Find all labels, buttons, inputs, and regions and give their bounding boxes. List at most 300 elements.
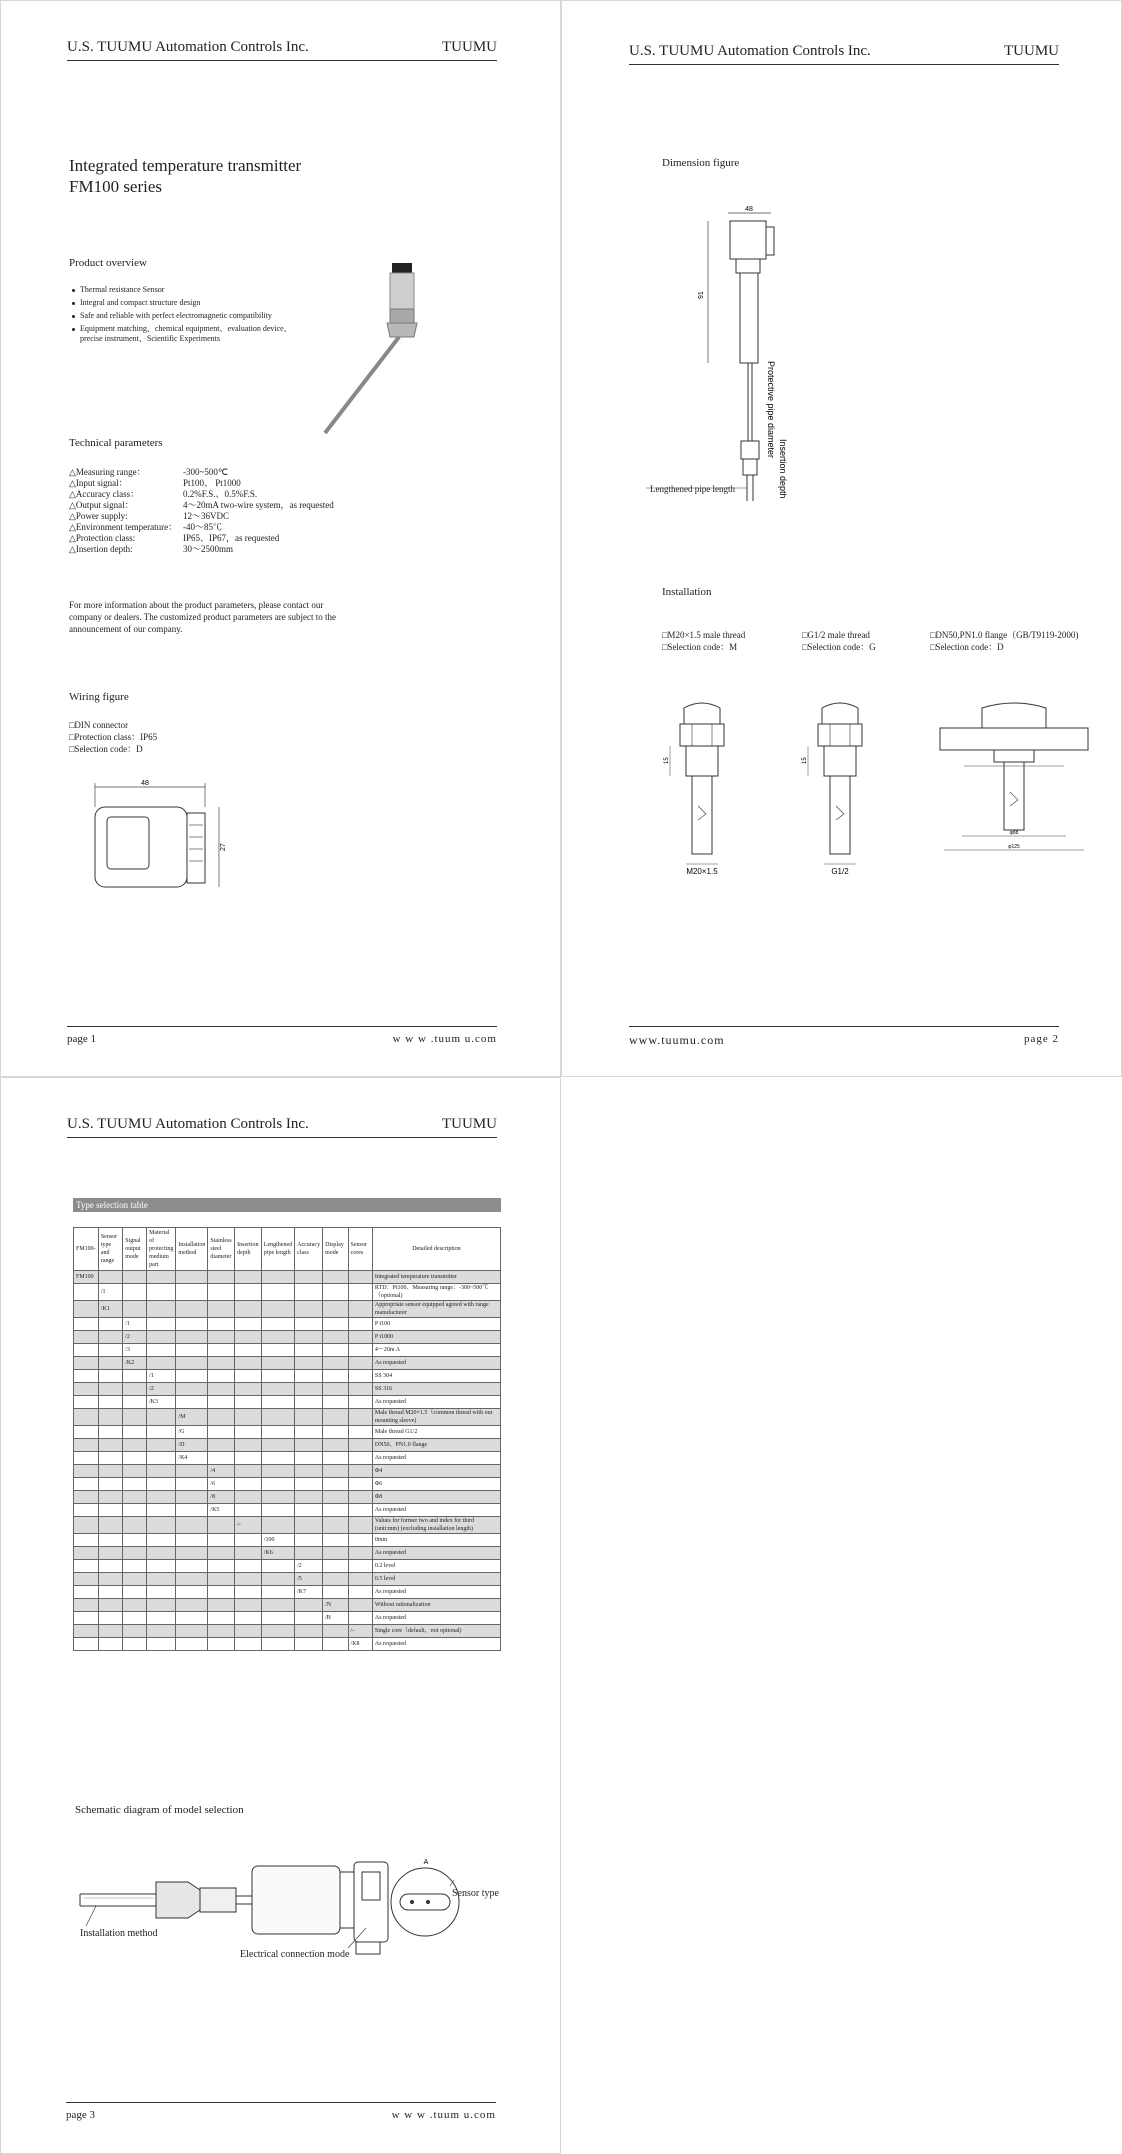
table-row — [74, 1638, 501, 1651]
table-cell — [261, 1452, 294, 1465]
table-desc-cell: As requested — [372, 1452, 500, 1465]
list-item: Safe and reliable with perfect electromagnetic compatibility — [71, 311, 311, 321]
param-row — [69, 467, 334, 478]
table-desc-cell: RTD：Pt100、Measuring range：-300~500℃（optional) — [372, 1284, 500, 1301]
param-value: -40～85℃ — [183, 522, 222, 532]
sensor-type-label: Sensor type — [452, 1888, 499, 1899]
table-row — [74, 1599, 501, 1612]
table-cell — [123, 1301, 147, 1318]
table-desc-cell: Φ4 — [372, 1465, 500, 1478]
page-1 — [0, 0, 561, 1077]
table-row — [74, 1318, 501, 1331]
table-cell — [147, 1478, 176, 1491]
schematic-heading: Schematic diagram of model selection — [75, 1804, 244, 1816]
table-cell — [295, 1625, 323, 1638]
table-desc-cell: As requested — [372, 1586, 500, 1599]
page-footer-3 — [66, 2102, 496, 2121]
table-cell — [235, 1465, 262, 1478]
install-option-d — [930, 629, 1078, 653]
table-cell — [208, 1271, 235, 1284]
table-cell — [261, 1517, 294, 1534]
install-code: □Selection code：M — [662, 642, 738, 652]
table-cell — [261, 1625, 294, 1638]
table-cell — [123, 1409, 147, 1426]
table-cell — [74, 1357, 99, 1370]
table-cell — [98, 1547, 122, 1560]
table-cell — [348, 1426, 372, 1439]
table-cell — [98, 1491, 122, 1504]
table-cell — [295, 1547, 323, 1560]
table-cell — [208, 1452, 235, 1465]
table-cell — [295, 1344, 323, 1357]
table-cell — [74, 1517, 99, 1534]
table-cell — [261, 1301, 294, 1318]
param-value: 0.2%F.S.、0.5%F.S. — [183, 489, 258, 499]
table-cell — [176, 1517, 208, 1534]
table-cell — [98, 1344, 122, 1357]
table-cell — [208, 1560, 235, 1573]
table-header-cell: Detailed description — [372, 1228, 500, 1271]
table-cell — [323, 1344, 348, 1357]
table-cell — [98, 1409, 122, 1426]
installation-heading: Installation — [662, 586, 712, 598]
table-cell — [98, 1638, 122, 1651]
table-cell — [98, 1625, 122, 1638]
page-header — [67, 1116, 497, 1138]
page-number: page 1 — [67, 1033, 97, 1045]
footer-url: w w w .tuum u.com — [392, 1033, 497, 1045]
table-cell — [295, 1599, 323, 1612]
table-header-cell: Insertion depth — [235, 1228, 262, 1271]
table-cell — [176, 1612, 208, 1625]
table-cell — [261, 1573, 294, 1586]
table-code-cell: /1 — [123, 1318, 147, 1331]
table-cell — [176, 1573, 208, 1586]
table-code-cell: /2 — [295, 1560, 323, 1573]
table-desc-cell: DN50、PN1.0 flange — [372, 1439, 500, 1452]
table-cell — [235, 1439, 262, 1452]
table-cell — [74, 1504, 99, 1517]
table-cell — [261, 1478, 294, 1491]
dim-125-label: φ125 — [1008, 844, 1020, 850]
list-item: Equipment matching、chemical equipment、evaluation device、precise instrument、Scientific Experiments — [71, 324, 311, 344]
table-cell — [147, 1318, 176, 1331]
table-cell — [74, 1344, 99, 1357]
dim-27-label: 27 — [220, 843, 227, 851]
table-cell — [74, 1478, 99, 1491]
product-photo — [319, 251, 439, 441]
table-cell — [261, 1271, 294, 1284]
table-cell — [208, 1638, 235, 1651]
table-cell — [348, 1465, 372, 1478]
table-cell — [176, 1465, 208, 1478]
table-cell — [348, 1318, 372, 1331]
table-cell — [176, 1370, 208, 1383]
footer-url: w w w .tuum u.com — [391, 2109, 496, 2121]
table-row — [74, 1478, 501, 1491]
table-cell — [147, 1612, 176, 1625]
table-cell — [235, 1318, 262, 1331]
table-cell — [295, 1517, 323, 1534]
table-cell — [295, 1396, 323, 1409]
table-cell — [98, 1573, 122, 1586]
table-header-cell: Lengthened pipe length — [261, 1228, 294, 1271]
table-cell — [348, 1534, 372, 1547]
table-row — [74, 1517, 501, 1534]
table-cell — [235, 1301, 262, 1318]
table-cell — [147, 1586, 176, 1599]
table-cell — [235, 1534, 262, 1547]
table-cell — [74, 1491, 99, 1504]
table-cell — [176, 1357, 208, 1370]
type-selection-table — [73, 1227, 501, 1651]
table-cell — [208, 1357, 235, 1370]
table-cell — [123, 1271, 147, 1284]
table-cell — [98, 1357, 122, 1370]
table-row — [74, 1426, 501, 1439]
table-cell — [74, 1284, 99, 1301]
table-row — [74, 1383, 501, 1396]
table-cell — [74, 1612, 99, 1625]
table-cell — [123, 1491, 147, 1504]
table-cell — [208, 1625, 235, 1638]
table-cell — [323, 1370, 348, 1383]
table-code-cell: /N — [323, 1599, 348, 1612]
table-row — [74, 1534, 501, 1547]
param-key: △Input signal： — [69, 478, 128, 488]
table-cell — [147, 1465, 176, 1478]
table-cell — [348, 1491, 372, 1504]
param-row — [69, 489, 334, 500]
table-cell — [261, 1344, 294, 1357]
table-cell — [295, 1383, 323, 1396]
table-desc-cell: Integrated temperature transmitter — [372, 1271, 500, 1284]
overview-heading: Product overview — [69, 257, 147, 269]
table-cell — [98, 1599, 122, 1612]
table-cell — [147, 1301, 176, 1318]
din-connector-drawing — [89, 777, 239, 897]
table-cell — [208, 1586, 235, 1599]
param-row — [69, 511, 334, 522]
table-cell — [147, 1344, 176, 1357]
table-desc-cell: As requested — [372, 1547, 500, 1560]
table-cell — [74, 1638, 99, 1651]
param-row — [69, 478, 334, 489]
table-cell — [123, 1625, 147, 1638]
table-cell — [123, 1383, 147, 1396]
table-row — [74, 1560, 501, 1573]
table-cell — [147, 1504, 176, 1517]
table-cell — [98, 1560, 122, 1573]
wiring-item: □Protection class：IP65 — [69, 732, 158, 742]
install-code: □Selection code：G — [802, 642, 876, 652]
table-code-cell: /K5 — [208, 1504, 235, 1517]
table-cell — [235, 1478, 262, 1491]
table-cell — [123, 1284, 147, 1301]
title-line-1: Integrated temperature transmitter — [69, 156, 302, 175]
table-cell — [74, 1560, 99, 1573]
install-option-m — [662, 629, 745, 653]
info-line: For more information about the product parameters, please contact our — [69, 600, 324, 610]
wiring-item: □Selection code：D — [69, 744, 143, 754]
info-line: announcement of our company. — [69, 624, 183, 634]
table-cell — [235, 1612, 262, 1625]
table-cell — [147, 1439, 176, 1452]
info-line: company or dealers. The customized product parameters are subject to the — [69, 612, 336, 622]
table-cell — [295, 1284, 323, 1301]
table-cell — [176, 1344, 208, 1357]
table-cell — [235, 1560, 262, 1573]
param-key: △Measuring range： — [69, 467, 146, 477]
param-row — [69, 533, 334, 544]
table-desc-cell: Single core（default，not optional) — [372, 1625, 500, 1638]
table-cell — [147, 1357, 176, 1370]
dimension-drawing — [646, 201, 846, 521]
table-cell — [74, 1452, 99, 1465]
table-cell — [98, 1426, 122, 1439]
footer-url: www.tuumu.com — [629, 1033, 725, 1047]
table-row — [74, 1491, 501, 1504]
table-cell — [74, 1586, 99, 1599]
table-cell — [74, 1534, 99, 1547]
page-2 — [561, 0, 1122, 1077]
table-cell — [348, 1573, 372, 1586]
table-cell — [147, 1491, 176, 1504]
wiring-list — [69, 719, 157, 755]
table-cell — [74, 1409, 99, 1426]
install-name: □DN50,PN1.0 flange（GB/T9119-2000) — [930, 630, 1079, 640]
table-cell — [74, 1573, 99, 1586]
title-line-2: FM100 series — [69, 177, 163, 196]
table-desc-cell: 0mm — [372, 1534, 500, 1547]
table-cell — [208, 1344, 235, 1357]
table-code-cell: /K4 — [176, 1452, 208, 1465]
table-cell — [98, 1271, 122, 1284]
install-code: □Selection code：D — [930, 642, 1004, 652]
m20-thread-drawing — [662, 696, 742, 881]
table-cell — [208, 1612, 235, 1625]
table-cell — [123, 1396, 147, 1409]
table-cell — [147, 1625, 176, 1638]
table-desc-cell: 4～20m A — [372, 1344, 500, 1357]
table-cell — [123, 1573, 147, 1586]
table-row — [74, 1452, 501, 1465]
table-header-cell: Display mode — [323, 1228, 348, 1271]
table-header-cell: Stainless steel diameter — [208, 1228, 235, 1271]
table-cell — [295, 1439, 323, 1452]
table-cell — [176, 1318, 208, 1331]
table-cell — [98, 1452, 122, 1465]
table-desc-cell: As requested — [372, 1396, 500, 1409]
table-cell — [295, 1478, 323, 1491]
param-row — [69, 544, 334, 555]
table-cell — [295, 1638, 323, 1651]
param-key: △Insertion depth: — [69, 544, 133, 554]
table-cell — [147, 1534, 176, 1547]
table-cell — [98, 1478, 122, 1491]
table-cell — [98, 1517, 122, 1534]
table-cell — [323, 1383, 348, 1396]
table-header-cell: Signal output mode — [123, 1228, 147, 1271]
table-code-cell: /2 — [147, 1383, 176, 1396]
table-cell — [176, 1331, 208, 1344]
detail-a-label: A — [423, 1859, 429, 1866]
table-cell — [348, 1517, 372, 1534]
table-code-cell: /2 — [123, 1331, 147, 1344]
table-cell — [123, 1439, 147, 1452]
table-cell — [261, 1409, 294, 1426]
table-desc-cell: P t100 — [372, 1318, 500, 1331]
table-row — [74, 1271, 501, 1284]
table-desc-cell: Values for former two and index for third (unit:mm) (excluding installation length) — [372, 1517, 500, 1534]
table-header-row — [74, 1228, 501, 1271]
table-cell — [348, 1383, 372, 1396]
company-name: U.S. TUUMU Automation Controls Inc. — [629, 43, 871, 59]
table-row — [74, 1284, 501, 1301]
param-key: △Environment temperature： — [69, 522, 178, 532]
table-cell — [98, 1439, 122, 1452]
table-cell — [176, 1534, 208, 1547]
table-cell — [348, 1504, 372, 1517]
table-cell — [235, 1573, 262, 1586]
table-title: Type selection table — [73, 1198, 501, 1212]
list-item: Integral and compact structure design — [71, 298, 311, 308]
table-cell — [235, 1586, 262, 1599]
table-cell — [176, 1586, 208, 1599]
table-cell — [323, 1409, 348, 1426]
dimension-heading: Dimension figure — [662, 157, 740, 169]
table-cell — [176, 1504, 208, 1517]
table-cell — [261, 1331, 294, 1344]
table-cell — [235, 1370, 262, 1383]
table-code-cell: /100 — [261, 1534, 294, 1547]
table-cell — [176, 1638, 208, 1651]
table-cell — [348, 1331, 372, 1344]
table-cell — [208, 1383, 235, 1396]
table-row — [74, 1344, 501, 1357]
table-cell — [176, 1478, 208, 1491]
table-cell — [235, 1504, 262, 1517]
install-option-g — [802, 629, 876, 653]
table-cell — [261, 1426, 294, 1439]
table-cell — [295, 1301, 323, 1318]
brand-name: TUUMU — [442, 39, 497, 55]
table-cell — [208, 1331, 235, 1344]
table-cell — [323, 1547, 348, 1560]
table-cell — [235, 1638, 262, 1651]
table-row — [74, 1409, 501, 1426]
table-cell — [323, 1586, 348, 1599]
tech-heading: Technical parameters — [69, 437, 163, 449]
table-row — [74, 1573, 501, 1586]
table-cell — [295, 1271, 323, 1284]
table-cell — [208, 1599, 235, 1612]
table-desc-cell: Φ8 — [372, 1491, 500, 1504]
table-cell — [235, 1383, 262, 1396]
electrical-connection-label: Electrical connection mode — [240, 1949, 350, 1960]
param-key: △Output signal： — [69, 500, 134, 510]
page-footer — [67, 1026, 497, 1045]
table-cell — [147, 1573, 176, 1586]
table-cell — [295, 1465, 323, 1478]
table-cell — [123, 1478, 147, 1491]
table-cell — [147, 1547, 176, 1560]
table-cell — [98, 1318, 122, 1331]
table-code-cell: /K1 — [98, 1301, 122, 1318]
table-code-cell: /K7 — [295, 1586, 323, 1599]
table-cell — [235, 1357, 262, 1370]
page-header — [67, 39, 497, 61]
g12-thread-drawing — [800, 696, 880, 881]
table-cell — [147, 1560, 176, 1573]
m20-bottom-label: M20×1.5 — [686, 867, 718, 876]
table-cell — [261, 1491, 294, 1504]
insertion-depth-label: Insertion depth — [778, 439, 788, 499]
table-cell — [147, 1426, 176, 1439]
table-row — [74, 1586, 501, 1599]
table-cell — [123, 1612, 147, 1625]
table-cell — [295, 1357, 323, 1370]
table-cell — [348, 1478, 372, 1491]
install-name: □M20×1.5 male thread — [662, 630, 746, 640]
table-row — [74, 1625, 501, 1638]
table-cell — [323, 1504, 348, 1517]
table-code-cell: /6 — [208, 1478, 235, 1491]
table-header-cell: Material of protecting medium part — [147, 1228, 176, 1271]
table-cell — [208, 1439, 235, 1452]
table-cell — [208, 1547, 235, 1560]
table-header-cell: Accuracy class — [295, 1228, 323, 1271]
overview-list — [71, 285, 311, 347]
table-code-cell: /8 — [208, 1491, 235, 1504]
table-cell — [176, 1284, 208, 1301]
table-cell — [74, 1301, 99, 1318]
table-desc-cell: SS 304 — [372, 1370, 500, 1383]
table-row — [74, 1465, 501, 1478]
table-cell — [261, 1383, 294, 1396]
table-code-cell: /5 — [295, 1573, 323, 1586]
brand-name: TUUMU — [442, 1116, 497, 1132]
table-cell — [348, 1284, 372, 1301]
table-cell — [208, 1396, 235, 1409]
table-cell — [235, 1452, 262, 1465]
table-cell — [348, 1560, 372, 1573]
table-cell — [261, 1560, 294, 1573]
table-cell — [176, 1491, 208, 1504]
table-cell — [323, 1426, 348, 1439]
table-cell — [176, 1383, 208, 1396]
table-code-cell: /- — [235, 1517, 262, 1534]
table-cell — [323, 1301, 348, 1318]
table-cell — [323, 1396, 348, 1409]
table-code-cell: /B — [323, 1612, 348, 1625]
table-cell — [348, 1271, 372, 1284]
table-cell — [176, 1625, 208, 1638]
company-name: U.S. TUUMU Automation Controls Inc. — [67, 1116, 309, 1132]
table-cell — [348, 1344, 372, 1357]
table-cell — [74, 1331, 99, 1344]
table-cell — [261, 1284, 294, 1301]
page-number: page 2 — [1023, 1033, 1059, 1045]
table-cell — [295, 1331, 323, 1344]
dim-48-label: 48 — [141, 780, 149, 787]
table-cell — [261, 1318, 294, 1331]
table-desc-cell: As requested — [372, 1504, 500, 1517]
table-desc-cell: As requested — [372, 1638, 500, 1651]
table-cell — [123, 1370, 147, 1383]
table-cell — [235, 1491, 262, 1504]
table-row — [74, 1439, 501, 1452]
